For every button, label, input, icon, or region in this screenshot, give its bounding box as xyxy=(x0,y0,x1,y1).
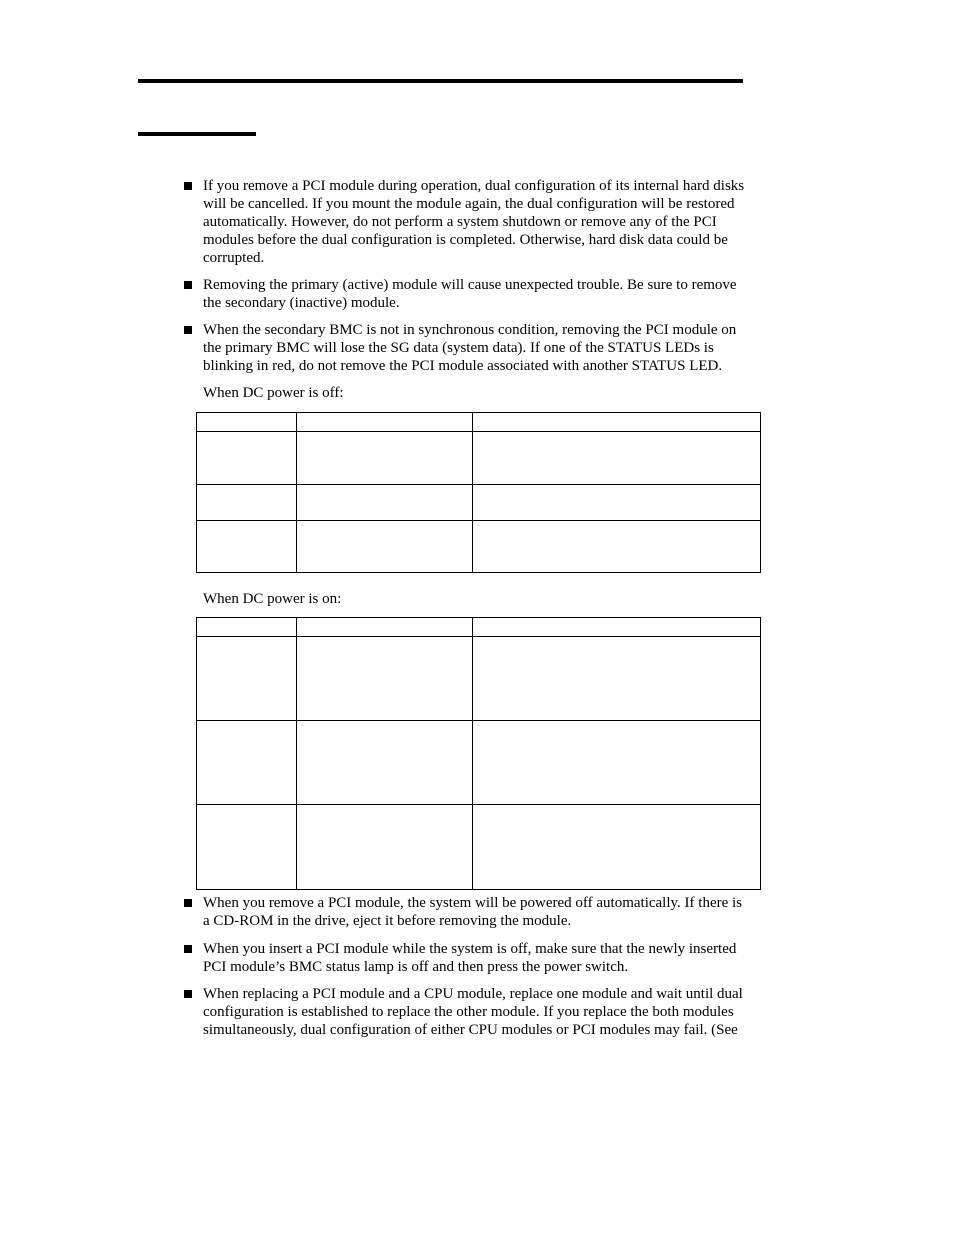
table-row xyxy=(197,521,761,573)
bullet-text: Removing the primary (active) module will cause unexpected trouble. Be sure to remove the secondary (inactive) module. xyxy=(203,277,737,311)
table-cell xyxy=(473,618,761,637)
table-cell xyxy=(197,721,297,805)
table-cell xyxy=(197,432,297,485)
dc-off-table xyxy=(196,412,761,573)
bullet-item xyxy=(184,985,769,1039)
table-cell xyxy=(197,805,297,890)
square-bullet-icon xyxy=(184,899,192,907)
table-header-row xyxy=(197,618,761,637)
table-cell xyxy=(297,413,473,432)
table-row xyxy=(197,637,761,721)
table-cell xyxy=(197,485,297,521)
table-row xyxy=(197,485,761,521)
bullet-text: When replacing a PCI module and a CPU module, replace one module and wait until dual configuration is established to replace the other module. If you replace the both modules simultaneously, dual configuration of either CPU modules or PCI modules may fail. (See xyxy=(203,986,743,1038)
header-rule xyxy=(138,79,743,83)
bullet-text: When the secondary BMC is not in synchronous condition, removing the PCI module on the primary BMC will lose the SG data (system data). If one of the STATUS LEDs is blinking in red, do not remove the PCI module associated with another STATUS LED. xyxy=(203,322,737,374)
table-cell xyxy=(297,618,473,637)
table-cell xyxy=(473,485,761,521)
table-header-row xyxy=(197,413,761,432)
bullet-text: If you remove a PCI module during operation, dual configuration of its internal hard disks will be cancelled. If you mount the module again, the dual configuration will be restored automatically. However, do not perform a system shutdown or remove any of the PCI modules before the dual configuration is completed. Otherwise, hard disk data could be corrupted. xyxy=(203,178,745,266)
square-bullet-icon xyxy=(184,945,192,953)
bullet-text: When you insert a PCI module while the system is off, make sure that the newly inserted PCI module’s BMC status lamp is off and then press the power switch. xyxy=(203,941,737,975)
square-bullet-icon xyxy=(184,326,192,334)
square-bullet-icon xyxy=(184,281,192,289)
table-cell xyxy=(297,432,473,485)
table-cell xyxy=(473,432,761,485)
table-cell xyxy=(473,521,761,573)
table-caption: When DC power is on: xyxy=(203,591,342,607)
bullet-item xyxy=(184,276,769,312)
table-cell xyxy=(297,805,473,890)
table-cell xyxy=(297,485,473,521)
table-cell xyxy=(197,521,297,573)
dc-on-table xyxy=(196,617,761,890)
table-cell xyxy=(297,521,473,573)
bullet-item xyxy=(184,940,769,976)
bullet-text: When you remove a PCI module, the system will be powered off automatically. If there is a CD-ROM in the drive, eject it before removing the module. xyxy=(203,895,743,929)
table-cell xyxy=(297,637,473,721)
section-heading-rule xyxy=(138,132,256,136)
table-cell xyxy=(473,805,761,890)
table-cell xyxy=(473,413,761,432)
bullet-item xyxy=(184,321,769,375)
square-bullet-icon xyxy=(184,182,192,190)
table-cell xyxy=(473,637,761,721)
table-row xyxy=(197,721,761,805)
table-cell xyxy=(197,637,297,721)
square-bullet-icon xyxy=(184,990,192,998)
table-cell xyxy=(473,721,761,805)
table-cell xyxy=(197,413,297,432)
bullet-item xyxy=(184,894,769,930)
table-row xyxy=(197,805,761,890)
table-row xyxy=(197,432,761,485)
table-caption: When DC power is off: xyxy=(203,385,344,401)
bullet-item xyxy=(184,177,769,267)
table-cell xyxy=(297,721,473,805)
table-cell xyxy=(197,618,297,637)
